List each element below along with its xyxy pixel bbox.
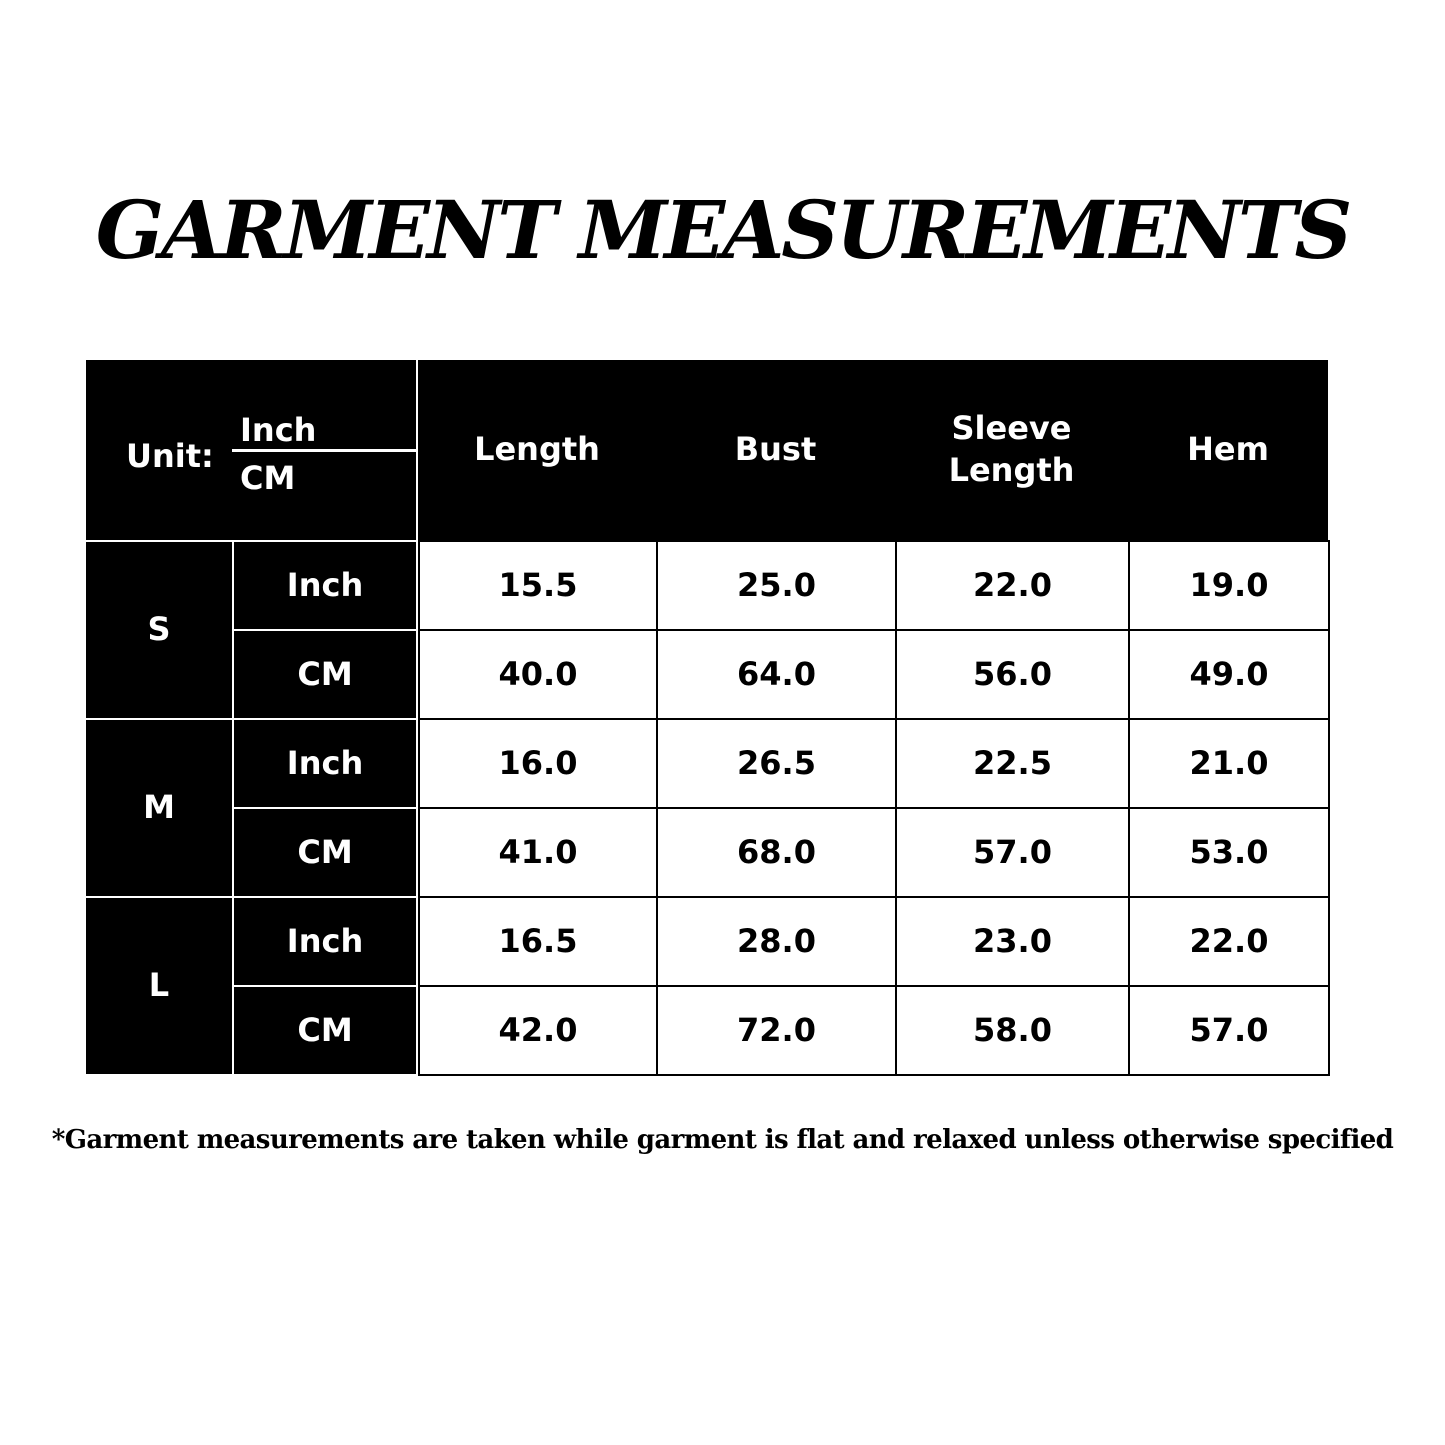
measurement-cell: 16.5 — [418, 896, 658, 987]
measurement-cell: 68.0 — [656, 807, 897, 898]
unit-label: Unit: — [126, 437, 214, 475]
measurement-cell: 41.0 — [418, 807, 658, 898]
page-title: GARMENT MEASUREMENTS — [95, 183, 1350, 277]
measurement-cell: 53.0 — [1128, 807, 1330, 898]
column-header: Hem — [1128, 360, 1328, 540]
measurement-cell: 22.5 — [895, 718, 1130, 809]
column-header: Bust — [656, 360, 895, 540]
measurement-cell: 58.0 — [895, 985, 1130, 1076]
footnote: *Garment measurements are taken while garment is flat and relaxed unless otherwise specified — [51, 1125, 1394, 1155]
unit-label-cell: Inch — [234, 542, 416, 629]
size-label: S — [86, 542, 232, 718]
measurement-cell: 57.0 — [895, 807, 1130, 898]
unit-divider — [232, 449, 416, 452]
unit-inch-label: Inch — [240, 411, 317, 449]
measurement-cell: 22.0 — [1128, 896, 1330, 987]
unit-label-cell: CM — [234, 809, 416, 896]
column-header: Sleeve Length — [895, 360, 1128, 540]
measurement-cell: 15.5 — [418, 540, 658, 631]
unit-label-cell: Inch — [234, 720, 416, 807]
measurement-cell: 40.0 — [418, 629, 658, 720]
measurement-cell: 72.0 — [656, 985, 897, 1076]
measurement-cell: 49.0 — [1128, 629, 1330, 720]
unit-label-cell: Inch — [234, 898, 416, 985]
measurement-cell: 23.0 — [895, 896, 1130, 987]
measurement-cell: 56.0 — [895, 629, 1130, 720]
measurement-cell: 19.0 — [1128, 540, 1330, 631]
unit-label-cell: CM — [234, 631, 416, 718]
measurement-cell: 25.0 — [656, 540, 897, 631]
column-header: Length — [418, 360, 656, 540]
measurement-cell: 28.0 — [656, 896, 897, 987]
measurement-cell: 21.0 — [1128, 718, 1330, 809]
measurement-cell: 64.0 — [656, 629, 897, 720]
measurement-cell: 22.0 — [895, 540, 1130, 631]
unit-label-cell: CM — [234, 987, 416, 1074]
measurement-cell: 26.5 — [656, 718, 897, 809]
size-label: M — [86, 720, 232, 896]
measurement-cell: 42.0 — [418, 985, 658, 1076]
unit-header-cell — [86, 360, 416, 540]
size-label: L — [86, 898, 232, 1074]
measurement-cell: 57.0 — [1128, 985, 1330, 1076]
measurement-cell: 16.0 — [418, 718, 658, 809]
unit-cm-label: CM — [240, 459, 296, 497]
